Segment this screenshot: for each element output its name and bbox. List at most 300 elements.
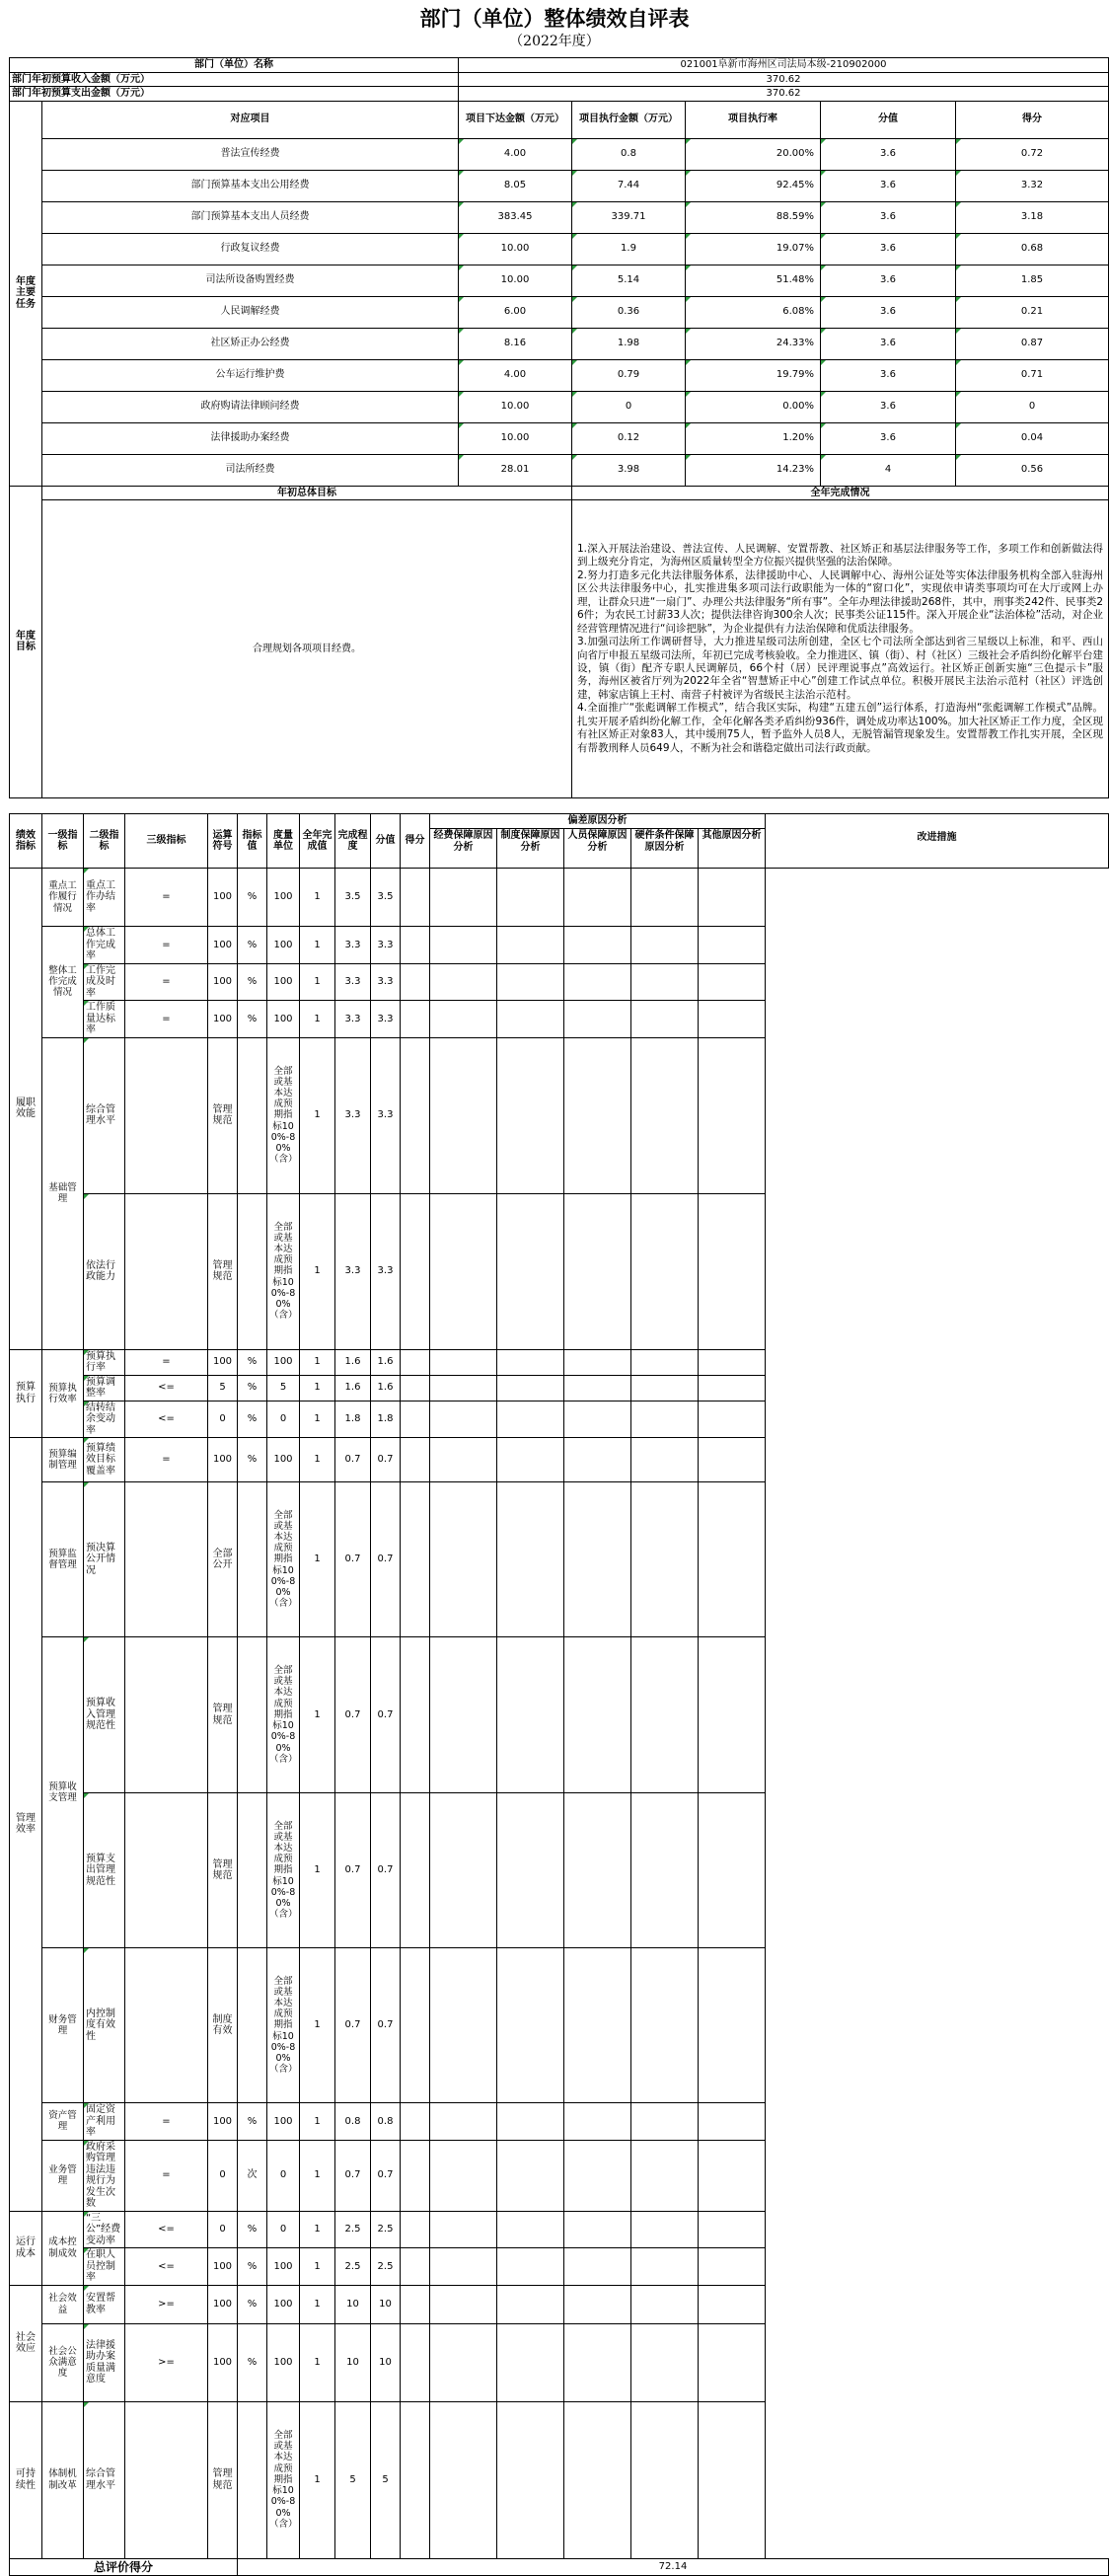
indicator-row bbox=[10, 2211, 1109, 2248]
deviation-cell bbox=[430, 2211, 497, 2248]
total-value: 72.14 bbox=[238, 2558, 1109, 2575]
task-rate: 19.07% bbox=[686, 233, 821, 265]
measures-cell bbox=[699, 963, 766, 1001]
measures-cell bbox=[699, 1482, 766, 1637]
task-executed: 0 bbox=[572, 391, 686, 422]
deviation-cell bbox=[564, 1793, 631, 1948]
task-rate: 88.59% bbox=[686, 201, 821, 233]
indicator-l3-name: 总体工作完成率 bbox=[84, 927, 125, 964]
task-row bbox=[10, 170, 1109, 201]
indicator-table bbox=[9, 813, 1109, 2576]
deviation-cell bbox=[564, 1482, 631, 1637]
deviation-cell bbox=[497, 2323, 564, 2401]
measures-cell bbox=[699, 2140, 766, 2211]
task-executed: 0.79 bbox=[572, 359, 686, 391]
deviation-cell bbox=[564, 1401, 631, 1438]
indicator-unit: % bbox=[238, 963, 267, 1001]
indicator-value: 100 bbox=[208, 963, 238, 1001]
task-allocated: 10.00 bbox=[459, 422, 572, 454]
indicator-score: 0.7 bbox=[371, 2140, 401, 2211]
deviation-cell bbox=[430, 2248, 497, 2286]
indicator-row bbox=[10, 1482, 1109, 1637]
indicator-unit bbox=[238, 2401, 267, 2558]
indicator-operator bbox=[125, 1482, 208, 1637]
indicator-l2: 资产管理 bbox=[42, 2103, 84, 2141]
indicator-value: 100 bbox=[208, 1349, 238, 1375]
task-row bbox=[10, 328, 1109, 359]
deviation-cell bbox=[631, 1482, 699, 1637]
task-executed: 0.8 bbox=[572, 138, 686, 170]
task-score: 0.71 bbox=[956, 359, 1109, 391]
indicator-l3-name: 安置帮教率 bbox=[84, 2285, 125, 2323]
indicator-l3-name: 预算收入管理规范性 bbox=[84, 1637, 125, 1793]
tasks-header-rate: 项目执行率 bbox=[686, 101, 821, 138]
indicator-score: 3.3 bbox=[371, 1001, 401, 1038]
task-name: 行政复议经费 bbox=[42, 233, 459, 265]
indicator-unit bbox=[238, 1037, 267, 1193]
deviation-cell bbox=[564, 1037, 631, 1193]
task-score: 0.56 bbox=[956, 454, 1109, 486]
task-weight: 3.6 bbox=[821, 170, 956, 201]
task-row bbox=[10, 454, 1109, 486]
indicator-degree: 1 bbox=[300, 1438, 335, 1482]
task-score: 1.85 bbox=[956, 265, 1109, 296]
indicator-score: 10 bbox=[371, 2285, 401, 2323]
deviation-cell bbox=[631, 1037, 699, 1193]
indicator-row bbox=[10, 2285, 1109, 2323]
indicator-weight: 0.7 bbox=[335, 1438, 371, 1482]
indicator-weight: 1.8 bbox=[335, 1401, 371, 1438]
indicator-done-value: 100 bbox=[267, 1001, 300, 1038]
indicator-l2: 社会公众满意度 bbox=[42, 2323, 84, 2401]
indicator-unit: % bbox=[238, 1401, 267, 1438]
task-executed: 3.98 bbox=[572, 454, 686, 486]
indicator-done-value: 100 bbox=[267, 2103, 300, 2141]
deviation-cell bbox=[401, 2401, 430, 2558]
indicator-score: 3.3 bbox=[371, 1193, 401, 1349]
tasks-header-score: 得分 bbox=[956, 101, 1109, 138]
task-executed: 0.36 bbox=[572, 296, 686, 328]
deviation-cell bbox=[401, 2103, 430, 2141]
task-row bbox=[10, 296, 1109, 328]
indicator-done-value: 全部或基本达成预期指标100%-80%（含） bbox=[267, 1948, 300, 2103]
deviation-cell bbox=[497, 927, 564, 964]
deviation-cell bbox=[497, 2248, 564, 2286]
header-measures: 改进措施 bbox=[766, 814, 1109, 869]
deviation-cell bbox=[430, 1349, 497, 1375]
indicator-l3-name: 预算执行率 bbox=[84, 1349, 125, 1375]
indicator-value: 100 bbox=[208, 2285, 238, 2323]
deviation-cell bbox=[564, 1375, 631, 1401]
indicator-unit: % bbox=[238, 1349, 267, 1375]
task-row bbox=[10, 138, 1109, 170]
indicator-operator: = bbox=[125, 1001, 208, 1038]
deviation-cell bbox=[497, 2285, 564, 2323]
indicator-operator: = bbox=[125, 1349, 208, 1375]
indicator-degree: 1 bbox=[300, 1375, 335, 1401]
deviation-cell bbox=[430, 2285, 497, 2323]
task-weight: 3.6 bbox=[821, 138, 956, 170]
measures-cell bbox=[699, 2211, 766, 2248]
indicator-row bbox=[10, 869, 1109, 927]
indicator-degree: 1 bbox=[300, 1001, 335, 1038]
indicator-degree: 1 bbox=[300, 963, 335, 1001]
completion-header: 全年完成情况 bbox=[572, 486, 1109, 500]
task-weight: 3.6 bbox=[821, 233, 956, 265]
deviation-cell bbox=[564, 1948, 631, 2103]
deviation-cell bbox=[497, 1401, 564, 1438]
header-unit: 度量单位 bbox=[267, 814, 300, 869]
header-dev-staff: 人员保障原因分析 bbox=[564, 829, 631, 869]
indicator-unit: % bbox=[238, 2323, 267, 2401]
deviation-cell bbox=[430, 2323, 497, 2401]
measures-cell bbox=[699, 2248, 766, 2286]
indicator-done-value: 0 bbox=[267, 2211, 300, 2248]
indicator-operator: = bbox=[125, 1438, 208, 1482]
task-score: 0.21 bbox=[956, 296, 1109, 328]
task-weight: 3.6 bbox=[821, 296, 956, 328]
header-l3: 三级指标 bbox=[125, 814, 208, 869]
indicator-score: 5 bbox=[371, 2401, 401, 2558]
deviation-cell bbox=[631, 2248, 699, 2286]
completion-text bbox=[572, 500, 1109, 798]
deviation-cell bbox=[430, 1375, 497, 1401]
deviation-cell bbox=[631, 1401, 699, 1438]
indicator-row bbox=[10, 1637, 1109, 1793]
indicator-score: 3.3 bbox=[371, 963, 401, 1001]
indicator-operator: <= bbox=[125, 1375, 208, 1401]
indicator-l3-name: “三公”经费变动率 bbox=[84, 2211, 125, 2248]
deviation-cell bbox=[401, 1948, 430, 2103]
deviation-cell bbox=[631, 869, 699, 927]
task-name: 司法所设备购置经费 bbox=[42, 265, 459, 296]
tasks-header-weight: 分值 bbox=[821, 101, 956, 138]
indicator-value: 100 bbox=[208, 869, 238, 927]
task-allocated: 10.00 bbox=[459, 391, 572, 422]
deviation-cell bbox=[497, 1637, 564, 1793]
indicator-row bbox=[10, 1349, 1109, 1375]
indicator-operator: = bbox=[125, 2103, 208, 2141]
indicator-l1: 履职效能 bbox=[10, 869, 42, 1350]
indicator-value: 管理规范 bbox=[208, 2401, 238, 2558]
task-row bbox=[10, 391, 1109, 422]
indicator-operator: <= bbox=[125, 1401, 208, 1438]
indicator-weight: 0.7 bbox=[335, 1948, 371, 2103]
indicator-weight: 3.3 bbox=[335, 1037, 371, 1193]
deviation-cell bbox=[564, 2401, 631, 2558]
deviation-cell bbox=[564, 2248, 631, 2286]
completion-paragraph: 4.全面推广“张彪调解工作模式”，结合我区实际，构建“五建五创”运行体系，打造海州“张彪调解工作模式”品牌。扎实开展矛盾纠纷化解工作，全年化解各类矛盾纠纷936件，调处成功率达100%。加大社区矫正工作力度，全区现有社区矫正对象83人，其中缓刑75人，暂予监外人员8人，无脱管漏管现象发生。安置帮教工作扎实开展，全区现有帮教刑释人员649人，不断为社会和谐稳定做出司法行政贡献。 bbox=[577, 702, 1104, 754]
header-dev-other: 其他原因分析 bbox=[699, 829, 766, 869]
deviation-cell bbox=[564, 869, 631, 927]
indicator-section-label: 绩效指标 bbox=[10, 814, 42, 869]
indicator-unit bbox=[238, 1793, 267, 1948]
goals-section-label: 年度目标 bbox=[10, 486, 42, 798]
task-name: 部门预算基本支出人员经费 bbox=[42, 201, 459, 233]
deviation-cell bbox=[401, 1193, 430, 1349]
indicator-l2: 财务管理 bbox=[42, 1948, 84, 2103]
deviation-cell bbox=[564, 2103, 631, 2141]
indicator-degree: 1 bbox=[300, 1193, 335, 1349]
expense-value: 370.62 bbox=[459, 87, 1109, 102]
target-text: 合理规划各项项目经费。 bbox=[42, 500, 572, 798]
task-allocated: 383.45 bbox=[459, 201, 572, 233]
indicator-value: 0 bbox=[208, 1401, 238, 1438]
indicator-weight: 3.3 bbox=[335, 927, 371, 964]
deviation-cell bbox=[631, 1793, 699, 1948]
header-weight: 分值 bbox=[371, 814, 401, 869]
deviation-cell bbox=[430, 869, 497, 927]
deviation-cell bbox=[564, 2211, 631, 2248]
task-rate: 51.48% bbox=[686, 265, 821, 296]
indicator-value: 管理规范 bbox=[208, 1793, 238, 1948]
indicator-score: 2.5 bbox=[371, 2248, 401, 2286]
indicator-l2: 业务管理 bbox=[42, 2140, 84, 2211]
deviation-cell bbox=[430, 1482, 497, 1637]
indicator-operator: = bbox=[125, 2140, 208, 2211]
indicator-unit bbox=[238, 1948, 267, 2103]
indicator-score: 0.8 bbox=[371, 2103, 401, 2141]
indicator-weight: 10 bbox=[335, 2323, 371, 2401]
indicator-weight: 0.7 bbox=[335, 1637, 371, 1793]
deviation-cell bbox=[401, 927, 430, 964]
indicator-degree: 1 bbox=[300, 2103, 335, 2141]
deviation-cell bbox=[497, 963, 564, 1001]
task-score: 0 bbox=[956, 391, 1109, 422]
measures-cell bbox=[699, 1375, 766, 1401]
task-rate: 6.08% bbox=[686, 296, 821, 328]
task-score: 3.18 bbox=[956, 201, 1109, 233]
indicator-row bbox=[10, 1193, 1109, 1349]
indicator-weight: 0.7 bbox=[335, 1482, 371, 1637]
deviation-cell bbox=[430, 1001, 497, 1038]
task-allocated: 8.05 bbox=[459, 170, 572, 201]
indicator-l3-name: 预算调整率 bbox=[84, 1375, 125, 1401]
indicator-l2: 重点工作履行情况 bbox=[42, 869, 84, 927]
total-label: 总评价得分 bbox=[10, 2558, 238, 2575]
indicator-degree: 1 bbox=[300, 2248, 335, 2286]
deviation-cell bbox=[564, 1349, 631, 1375]
deviation-cell bbox=[430, 1193, 497, 1349]
indicator-operator bbox=[125, 1948, 208, 2103]
deviation-cell bbox=[497, 1482, 564, 1637]
indicator-done-value: 0 bbox=[267, 1401, 300, 1438]
deviation-cell bbox=[497, 2401, 564, 2558]
deviation-cell bbox=[401, 1349, 430, 1375]
deviation-cell bbox=[401, 2140, 430, 2211]
deviation-cell bbox=[401, 2211, 430, 2248]
indicator-unit: % bbox=[238, 2103, 267, 2141]
indicator-weight: 0.7 bbox=[335, 2140, 371, 2211]
deviation-cell bbox=[631, 2103, 699, 2141]
header-op: 运算符号 bbox=[208, 814, 238, 869]
deviation-cell bbox=[401, 1001, 430, 1038]
task-weight: 3.6 bbox=[821, 391, 956, 422]
indicator-value: 100 bbox=[208, 1001, 238, 1038]
indicator-weight: 1.6 bbox=[335, 1349, 371, 1375]
header-done: 全年完成值 bbox=[300, 814, 335, 869]
indicator-weight: 2.5 bbox=[335, 2248, 371, 2286]
indicator-row bbox=[10, 1401, 1109, 1438]
indicator-unit: % bbox=[238, 869, 267, 927]
indicator-score: 0.7 bbox=[371, 1793, 401, 1948]
indicator-value: 100 bbox=[208, 2103, 238, 2141]
task-weight: 3.6 bbox=[821, 201, 956, 233]
indicator-l2: 整体工作完成情况 bbox=[42, 927, 84, 1038]
indicator-operator: <= bbox=[125, 2248, 208, 2286]
indicator-value: 100 bbox=[208, 1438, 238, 1482]
header-dev-funding: 经费保障原因分析 bbox=[430, 829, 497, 869]
indicator-degree: 1 bbox=[300, 2401, 335, 2558]
task-row bbox=[10, 422, 1109, 454]
indicator-l2: 预算执行效率 bbox=[42, 1349, 84, 1438]
indicator-unit bbox=[238, 1193, 267, 1349]
measures-cell bbox=[699, 927, 766, 964]
indicator-row bbox=[10, 1948, 1109, 2103]
measures-cell bbox=[699, 1037, 766, 1193]
indicator-score: 1.6 bbox=[371, 1349, 401, 1375]
task-executed: 1.9 bbox=[572, 233, 686, 265]
task-allocated: 4.00 bbox=[459, 138, 572, 170]
indicator-score: 10 bbox=[371, 2323, 401, 2401]
header-value: 指标值 bbox=[238, 814, 267, 869]
task-allocated: 8.16 bbox=[459, 328, 572, 359]
indicator-done-value: 0 bbox=[267, 2140, 300, 2211]
deviation-cell bbox=[564, 1001, 631, 1038]
indicator-value: 100 bbox=[208, 2248, 238, 2286]
deviation-cell bbox=[631, 1349, 699, 1375]
indicator-l3-name: 工作质量达标率 bbox=[84, 1001, 125, 1038]
indicator-l3-name: 预决算公开情况 bbox=[84, 1482, 125, 1637]
indicator-l1: 管理效率 bbox=[10, 1438, 42, 2212]
indicator-l3-name: 固定资产利用率 bbox=[84, 2103, 125, 2141]
deviation-cell bbox=[401, 2248, 430, 2286]
indicator-unit: % bbox=[238, 2248, 267, 2286]
indicator-degree: 1 bbox=[300, 2323, 335, 2401]
indicator-done-value: 100 bbox=[267, 2248, 300, 2286]
task-name: 政府购请法律顾问经费 bbox=[42, 391, 459, 422]
unit-label: 部门（单位）名称 bbox=[10, 58, 459, 73]
indicator-unit: 次 bbox=[238, 2140, 267, 2211]
deviation-cell bbox=[497, 1193, 564, 1349]
deviation-cell bbox=[564, 1637, 631, 1793]
indicator-row bbox=[10, 2401, 1109, 2558]
deviation-cell bbox=[401, 2285, 430, 2323]
deviation-cell bbox=[631, 1193, 699, 1349]
indicator-score: 0.7 bbox=[371, 1482, 401, 1637]
task-allocated: 6.00 bbox=[459, 296, 572, 328]
task-row bbox=[10, 201, 1109, 233]
task-row bbox=[10, 359, 1109, 391]
measures-cell bbox=[699, 2401, 766, 2558]
tasks-header-project: 对应项目 bbox=[42, 101, 459, 138]
indicator-l3-name: 内控制度有效性 bbox=[84, 1948, 125, 2103]
deviation-cell bbox=[564, 2285, 631, 2323]
indicator-unit: % bbox=[238, 2211, 267, 2248]
deviation-cell bbox=[401, 1401, 430, 1438]
measures-cell bbox=[699, 1193, 766, 1349]
indicator-value: 管理规范 bbox=[208, 1193, 238, 1349]
measures-cell bbox=[699, 1793, 766, 1948]
task-executed: 1.98 bbox=[572, 328, 686, 359]
task-weight: 4 bbox=[821, 454, 956, 486]
deviation-cell bbox=[430, 1037, 497, 1193]
deviation-cell bbox=[497, 2140, 564, 2211]
task-weight: 3.6 bbox=[821, 328, 956, 359]
deviation-cell bbox=[497, 1948, 564, 2103]
indicator-weight: 5 bbox=[335, 2401, 371, 2558]
indicator-l3-name: 预算支出管理规范性 bbox=[84, 1793, 125, 1948]
indicator-operator bbox=[125, 1793, 208, 1948]
indicator-row bbox=[10, 1438, 1109, 1482]
task-executed: 5.14 bbox=[572, 265, 686, 296]
indicator-l2: 基础管理 bbox=[42, 1037, 84, 1349]
deviation-cell bbox=[430, 1401, 497, 1438]
indicator-degree: 1 bbox=[300, 1037, 335, 1193]
indicator-operator: <= bbox=[125, 2211, 208, 2248]
completion-paragraph: 3.加强司法所工作调研督导，大力推进星级司法所创建，全区七个司法所全部达到省三星级以上标准，和平、西山向省厅申报五星级司法所，年初已完成考核验收。全力推进区、镇（街）、村（社区）三级社会矛盾纠纷化解平台建设，镇（街）配齐专职人民调解员，66个村（居）民评理说事点”高效运行。社区矫正创新实施“三色提示卡”服务，海州区被省厅列为2022年全省“智慧矫正中心”创建工作试点单位。积极开展民主法治示范村（社区）评选创建，韩家店镇上王村、南营子村被评为省级民主法治示范村。 bbox=[577, 636, 1104, 701]
indicator-l1: 预算执行 bbox=[10, 1349, 42, 1438]
deviation-cell bbox=[401, 1037, 430, 1193]
indicator-done-value: 100 bbox=[267, 1438, 300, 1482]
measures-cell bbox=[699, 1001, 766, 1038]
indicator-done-value: 100 bbox=[267, 1349, 300, 1375]
header-dev-hardware: 硬件条件保障原因分析 bbox=[631, 829, 699, 869]
indicator-weight: 3.3 bbox=[335, 963, 371, 1001]
indicator-operator: = bbox=[125, 963, 208, 1001]
indicator-unit: % bbox=[238, 1001, 267, 1038]
indicator-unit: % bbox=[238, 1438, 267, 1482]
measures-cell bbox=[699, 1637, 766, 1793]
task-score: 0.72 bbox=[956, 138, 1109, 170]
indicator-l2: 预算监督管理 bbox=[42, 1482, 84, 1637]
measures-cell bbox=[699, 2323, 766, 2401]
indicator-done-value: 全部或基本达成预期指标100%-80%（含） bbox=[267, 1793, 300, 1948]
task-name: 社区矫正办公经费 bbox=[42, 328, 459, 359]
task-allocated: 10.00 bbox=[459, 233, 572, 265]
indicator-degree: 1 bbox=[300, 2211, 335, 2248]
deviation-cell bbox=[497, 1793, 564, 1948]
measures-cell bbox=[699, 1349, 766, 1375]
deviation-cell bbox=[564, 927, 631, 964]
indicator-degree: 1 bbox=[300, 2140, 335, 2211]
indicator-score: 0.7 bbox=[371, 1948, 401, 2103]
indicator-unit: % bbox=[238, 2285, 267, 2323]
indicator-value: 100 bbox=[208, 2323, 238, 2401]
task-rate: 1.20% bbox=[686, 422, 821, 454]
indicator-unit bbox=[238, 1637, 267, 1793]
target-header: 年初总体目标 bbox=[42, 486, 572, 500]
deviation-cell bbox=[430, 1793, 497, 1948]
indicator-score: 0.7 bbox=[371, 1438, 401, 1482]
indicator-score: 0.7 bbox=[371, 1637, 401, 1793]
deviation-cell bbox=[430, 927, 497, 964]
deviation-cell bbox=[401, 963, 430, 1001]
task-score: 0.68 bbox=[956, 233, 1109, 265]
deviation-cell bbox=[631, 1637, 699, 1793]
deviation-cell bbox=[401, 1637, 430, 1793]
deviation-cell bbox=[564, 963, 631, 1001]
indicator-l3-name: 预算绩效目标覆盖率 bbox=[84, 1438, 125, 1482]
indicator-done-value: 全部或基本达成预期指标100%-80%（含） bbox=[267, 1193, 300, 1349]
indicator-score: 1.8 bbox=[371, 1401, 401, 1438]
deviation-cell bbox=[497, 1037, 564, 1193]
task-score: 0.87 bbox=[956, 328, 1109, 359]
indicator-row bbox=[10, 2103, 1109, 2141]
deviation-cell bbox=[430, 1637, 497, 1793]
indicator-done-value: 5 bbox=[267, 1375, 300, 1401]
indicator-operator bbox=[125, 1637, 208, 1793]
